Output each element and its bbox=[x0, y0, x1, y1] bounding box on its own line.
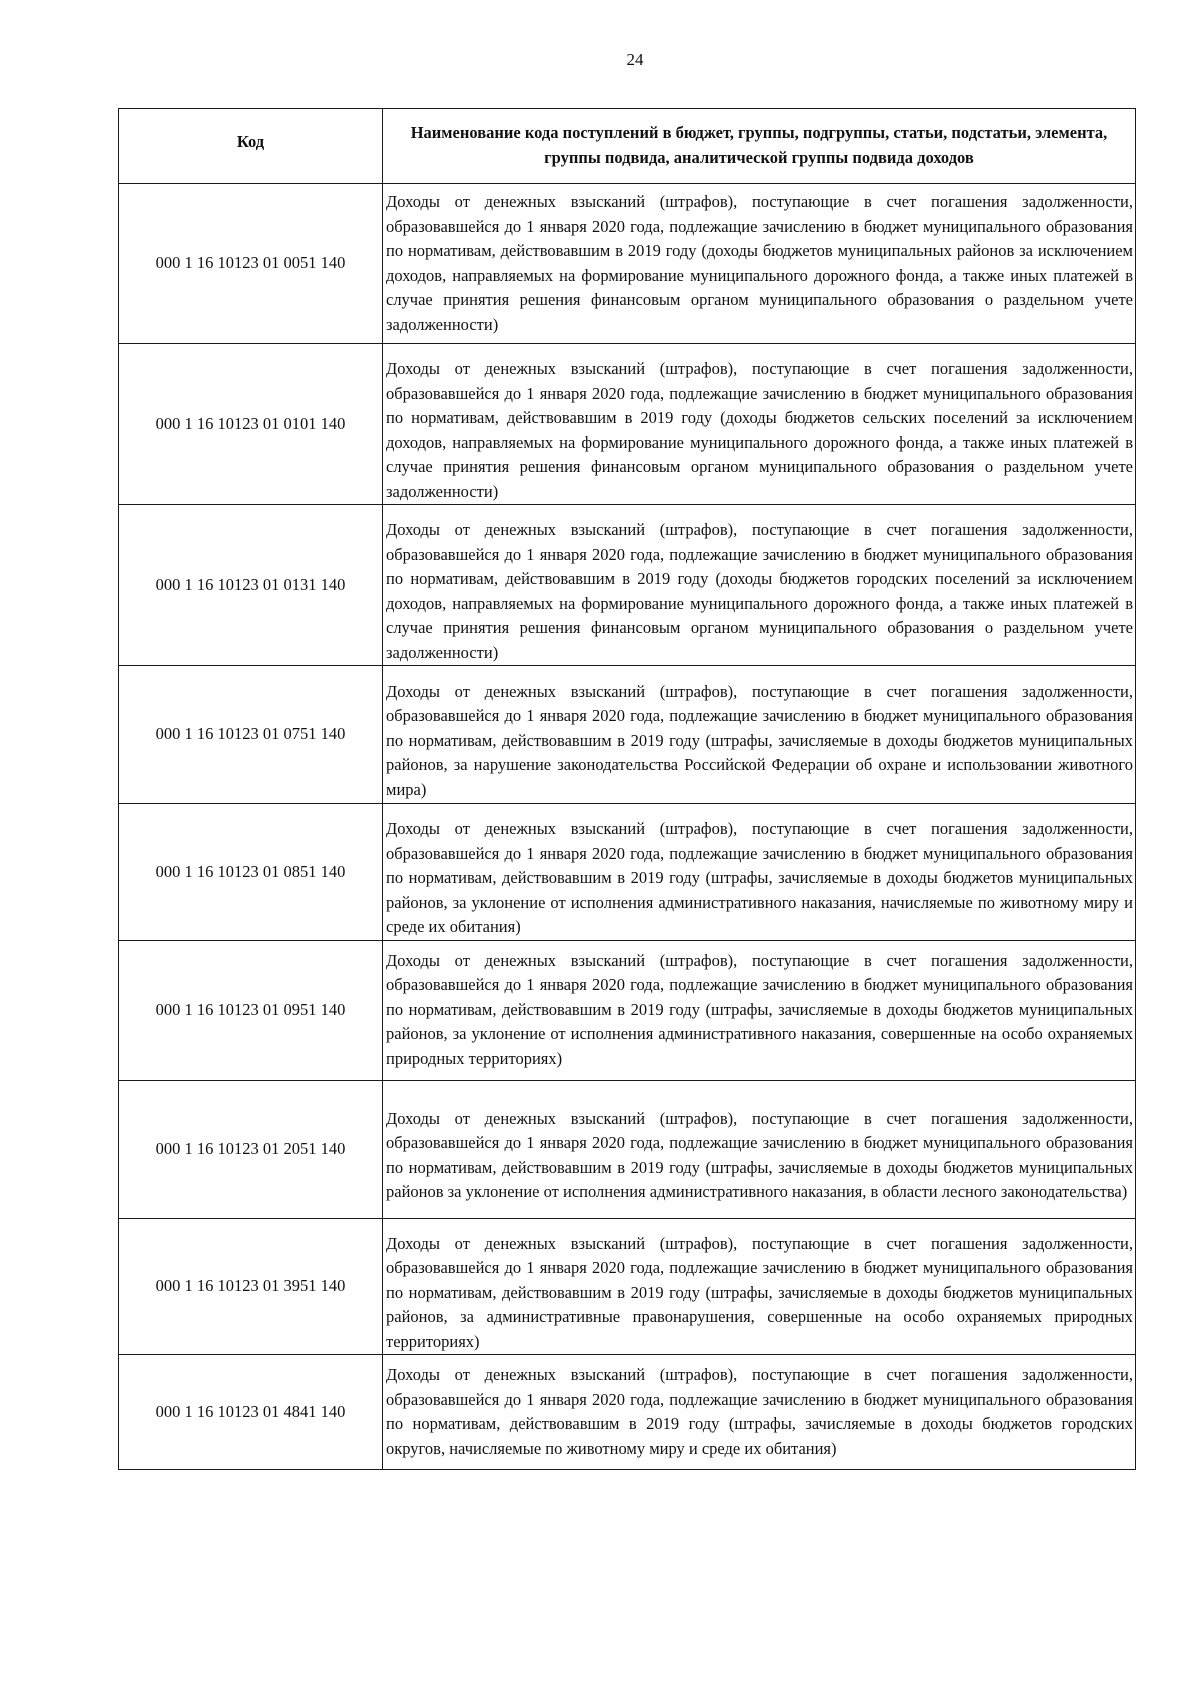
table-row bbox=[119, 804, 1136, 941]
table-row bbox=[119, 184, 1136, 344]
row-name: Доходы от денежных взысканий (штрафов), поступающие в счет погашения задолженности, образовавшейся до 1 января 2020 года, подлежащие зачислению в бюджет муниципального образования по нормативам, действовавшим в 2019 году (доходы бюджетов муниципальных районов за исключением доходов, направляемых на формирование муниципального дорожного фонда, а также иных платежей в случае принятия решения финансовым органом муниципального образования о раздельном учете задолженности) bbox=[383, 184, 1136, 344]
row-code: 000 1 16 10123 01 0951 140 bbox=[119, 940, 383, 1080]
column-header-code: Код bbox=[119, 109, 383, 184]
row-code: 000 1 16 10123 01 0131 140 bbox=[119, 505, 383, 666]
table-row bbox=[119, 666, 1136, 804]
row-code: 000 1 16 10123 01 0851 140 bbox=[119, 804, 383, 941]
table-row bbox=[119, 344, 1136, 505]
table-row bbox=[119, 1218, 1136, 1355]
row-name: Доходы от денежных взысканий (штрафов), поступающие в счет погашения задолженности, образовавшейся до 1 января 2020 года, подлежащие зачислению в бюджет муниципального образования по нормативам, действовавшим в 2019 году (штрафы, зачисляемые в доходы бюджетов муниципальных районов, за нарушение законодательства Российской Федерации об охране и использовании животного мира) bbox=[383, 666, 1136, 804]
budget-codes-table bbox=[118, 108, 1136, 1470]
table-row bbox=[119, 1080, 1136, 1218]
row-name: Доходы от денежных взысканий (штрафов), поступающие в счет погашения задолженности, образовавшейся до 1 января 2020 года, подлежащие зачислению в бюджет муниципального образования по нормативам, действовавшим в 2019 году (штрафы, зачисляемые в доходы бюджетов муниципальных районов, за уклонение от исполнения административного наказания, совершенные на особо охраняемых природных территориях) bbox=[383, 940, 1136, 1080]
row-code: 000 1 16 10123 01 4841 140 bbox=[119, 1355, 383, 1470]
row-code: 000 1 16 10123 01 0051 140 bbox=[119, 184, 383, 344]
table-header-row bbox=[119, 109, 1136, 184]
table-row bbox=[119, 1355, 1136, 1470]
row-code: 000 1 16 10123 01 2051 140 bbox=[119, 1080, 383, 1218]
row-name: Доходы от денежных взысканий (штрафов), поступающие в счет погашения задолженности, образовавшейся до 1 января 2020 года, подлежащие зачислению в бюджет муниципального образования по нормативам, действовавшим в 2019 году (штрафы, зачисляемые в доходы бюджетов городских округов, начисляемые по животному миру и среде их обитания) bbox=[383, 1355, 1136, 1470]
row-name: Доходы от денежных взысканий (штрафов), поступающие в счет погашения задолженности, образовавшейся до 1 января 2020 года, подлежащие зачислению в бюджет муниципального образования по нормативам, действовавшим в 2019 году (штрафы, зачисляемые в доходы бюджетов муниципальных районов, за административные правонарушения, совершенные на особо охраняемых природных территориях) bbox=[383, 1218, 1136, 1355]
row-code: 000 1 16 10123 01 3951 140 bbox=[119, 1218, 383, 1355]
row-code: 000 1 16 10123 01 0101 140 bbox=[119, 344, 383, 505]
table-row bbox=[119, 505, 1136, 666]
row-name: Доходы от денежных взысканий (штрафов), поступающие в счет погашения задолженности, образовавшейся до 1 января 2020 года, подлежащие зачислению в бюджет муниципального образования по нормативам, действовавшим в 2019 году (доходы бюджетов сельских поселений за исключением доходов, направляемых на формирование муниципального дорожного фонда, а также иных платежей в случае принятия решения финансовым органом муниципального образования о раздельном учете задолженности) bbox=[383, 344, 1136, 505]
column-header-name: Наименование кода поступлений в бюджет, группы, подгруппы, статьи, подстатьи, элемента, группы подвида, аналитической группы подвида доходов bbox=[383, 109, 1136, 184]
row-name: Доходы от денежных взысканий (штрафов), поступающие в счет погашения задолженности, образовавшейся до 1 января 2020 года, подлежащие зачислению в бюджет муниципального образования по нормативам, действовавшим в 2019 году (доходы бюджетов городских поселений за исключением доходов, направляемых на формирование муниципального дорожного фонда, а также иных платежей в случае принятия решения финансовым органом муниципального образования о раздельном учете задолженности) bbox=[383, 505, 1136, 666]
row-code: 000 1 16 10123 01 0751 140 bbox=[119, 666, 383, 804]
page-number: 24 bbox=[626, 50, 644, 69]
row-name: Доходы от денежных взысканий (штрафов), поступающие в счет погашения задолженности, образовавшейся до 1 января 2020 года, подлежащие зачислению в бюджет муниципального образования по нормативам, действовавшим в 2019 году (штрафы, зачисляемые в доходы бюджетов муниципальных районов, за уклонение от исполнения административного наказания, начисляемые по животному миру и среде их обитания) bbox=[383, 804, 1136, 941]
table-row bbox=[119, 940, 1136, 1080]
row-name: Доходы от денежных взысканий (штрафов), поступающие в счет погашения задолженности, образовавшейся до 1 января 2020 года, подлежащие зачислению в бюджет муниципального образования по нормативам, действовавшим в 2019 году (штрафы, зачисляемые в доходы бюджетов муниципальных районов за уклонение от исполнения административного наказания, в области лесного законодательства) bbox=[383, 1080, 1136, 1218]
